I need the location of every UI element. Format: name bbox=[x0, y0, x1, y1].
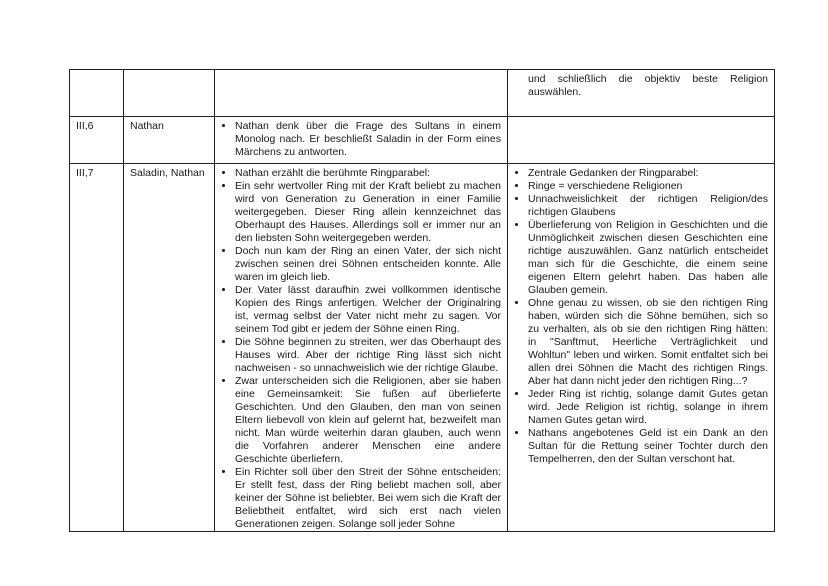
table-row bbox=[70, 164, 775, 532]
characters-cell: Saladin, Nathan bbox=[124, 164, 215, 532]
list-item: • Ringe = verschiedene Religionen bbox=[528, 180, 768, 193]
scene-overview-table bbox=[69, 69, 775, 532]
list-item: • Zentrale Gedanken der Ringparabel: bbox=[528, 167, 768, 180]
list-item: • Nathan erzählt die berühmte Ringparabel: bbox=[235, 167, 501, 180]
list-item: • Die Söhne beginnen zu streiten, wer das Oberhaupt des Hauses wird. Aber der richtige Ring lässt sich nicht nachweisen - so unnachweislich wie der richtige Glaube. bbox=[235, 336, 501, 375]
scene-cell bbox=[70, 70, 124, 117]
table-row bbox=[70, 117, 775, 164]
list-item: • Überlieferung von Religion in Geschichten und die Unmöglichkeit zwischen diesen Geschichten eine richtige auszuwählen. Ganz natürlich entscheidet man sich für die Geschichte, die einem seine eigenen Eltern gelehrt haben. Das haben alle Glauben gemein. bbox=[528, 219, 768, 297]
list-item: • Doch nun kam der Ring an einen Vater, der sich nicht zwischen seinen drei Söhnen entscheiden konnte. Alle waren im gleich lieb. bbox=[235, 245, 501, 284]
list-item: • Zwar unterscheiden sich die Religionen, aber sie haben eine Gemeinsamkeit: Sie fußen auf überlieferte Geschichten. Und den Glauben, den man von seinen Eltern liebevoll von klein auf gelernt hat, bezweifelt man nicht. Man würde weiterhin daran glauben, auch wenn die Vorfahren anderer Menschen eine andere Geschichte überliefern. bbox=[235, 375, 501, 466]
scene-cell: III,6 bbox=[70, 117, 124, 164]
list-item: • Der Vater lässt daraufhin zwei vollkommen identische Kopien des Rings anfertigen. Welcher der Originalring ist, vermag selbst der Vater nicht mehr zu sagen. Vor seinem Tod gibt er jedem der Söhne einen Ring. bbox=[235, 284, 501, 336]
list-item: • Jeder Ring ist richtig, solange damit Gutes getan wird. Jede Religion ist richtig, solange in ihrem Namen Gutes getan wird. bbox=[528, 388, 768, 427]
scene-cell: III,7 bbox=[70, 164, 124, 532]
content-cell bbox=[215, 164, 508, 532]
characters-cell bbox=[124, 70, 215, 117]
table-row bbox=[70, 70, 775, 117]
characters-cell: Nathan bbox=[124, 117, 215, 164]
list-item: • Unnachweislichkeit der richtigen Religion/des richtigen Glaubens bbox=[528, 193, 768, 219]
content-cell bbox=[215, 70, 508, 117]
list-item: • Ein Richter soll über den Streit der Söhne entscheiden: Er stellt fest, dass der Ring beliebt machen soll, aber keiner der Söhne ist beliebter. Bei wem sich die Kraft der Beliebtheit entfaltet, wird sich erst nach vielen Generationen zeigen. Solange soll jeder Sohne bbox=[235, 466, 501, 531]
list-item: • Nathan denk über die Frage des Sultans in einem Monolog nach. Er beschließt Saladin in der Form eines Märchens zu antworten. bbox=[235, 120, 501, 159]
list-item: • Ein sehr wertvoller Ring mit der Kraft beliebt zu machen wird von Generation zu Generation in einer Familie weitergegeben. Dieser Ring allein kennzeichnet das Oberhaupt des Hauses. Allerdings soll er immer nur an den liebsten Sohn weitergegeben werden. bbox=[235, 180, 501, 245]
interpretation-list bbox=[514, 167, 768, 466]
content-list bbox=[221, 120, 501, 159]
list-item: • Ohne genau zu wissen, ob sie den richtigen Ring haben, würden sich die Söhne bemühen, sich so zu verhalten, als ob sie den richtigen Ring hätten: in "Sanftmut, Heerliche Verträglichkeit und Wohltun" leben und wirken. Somit entfaltet sich bei allen drei Söhnen die Macht des richtigen Rings. Aber hat dann nicht jeder den richtigen Ring...? bbox=[528, 297, 768, 388]
interpretation-cell bbox=[508, 117, 775, 164]
interpretation-cell bbox=[508, 70, 775, 117]
list-item: • Nathans angebotenes Geld ist ein Dank an den Sultan für die Rettung seiner Tochter durch den Tempelherren, den der Sultan verschont hat. bbox=[528, 427, 768, 466]
content-cell bbox=[215, 117, 508, 164]
content-list bbox=[221, 167, 501, 531]
interpretation-continuation: und schließlich die objektiv beste Religion auswählen. bbox=[528, 73, 768, 98]
interpretation-cell bbox=[508, 164, 775, 532]
